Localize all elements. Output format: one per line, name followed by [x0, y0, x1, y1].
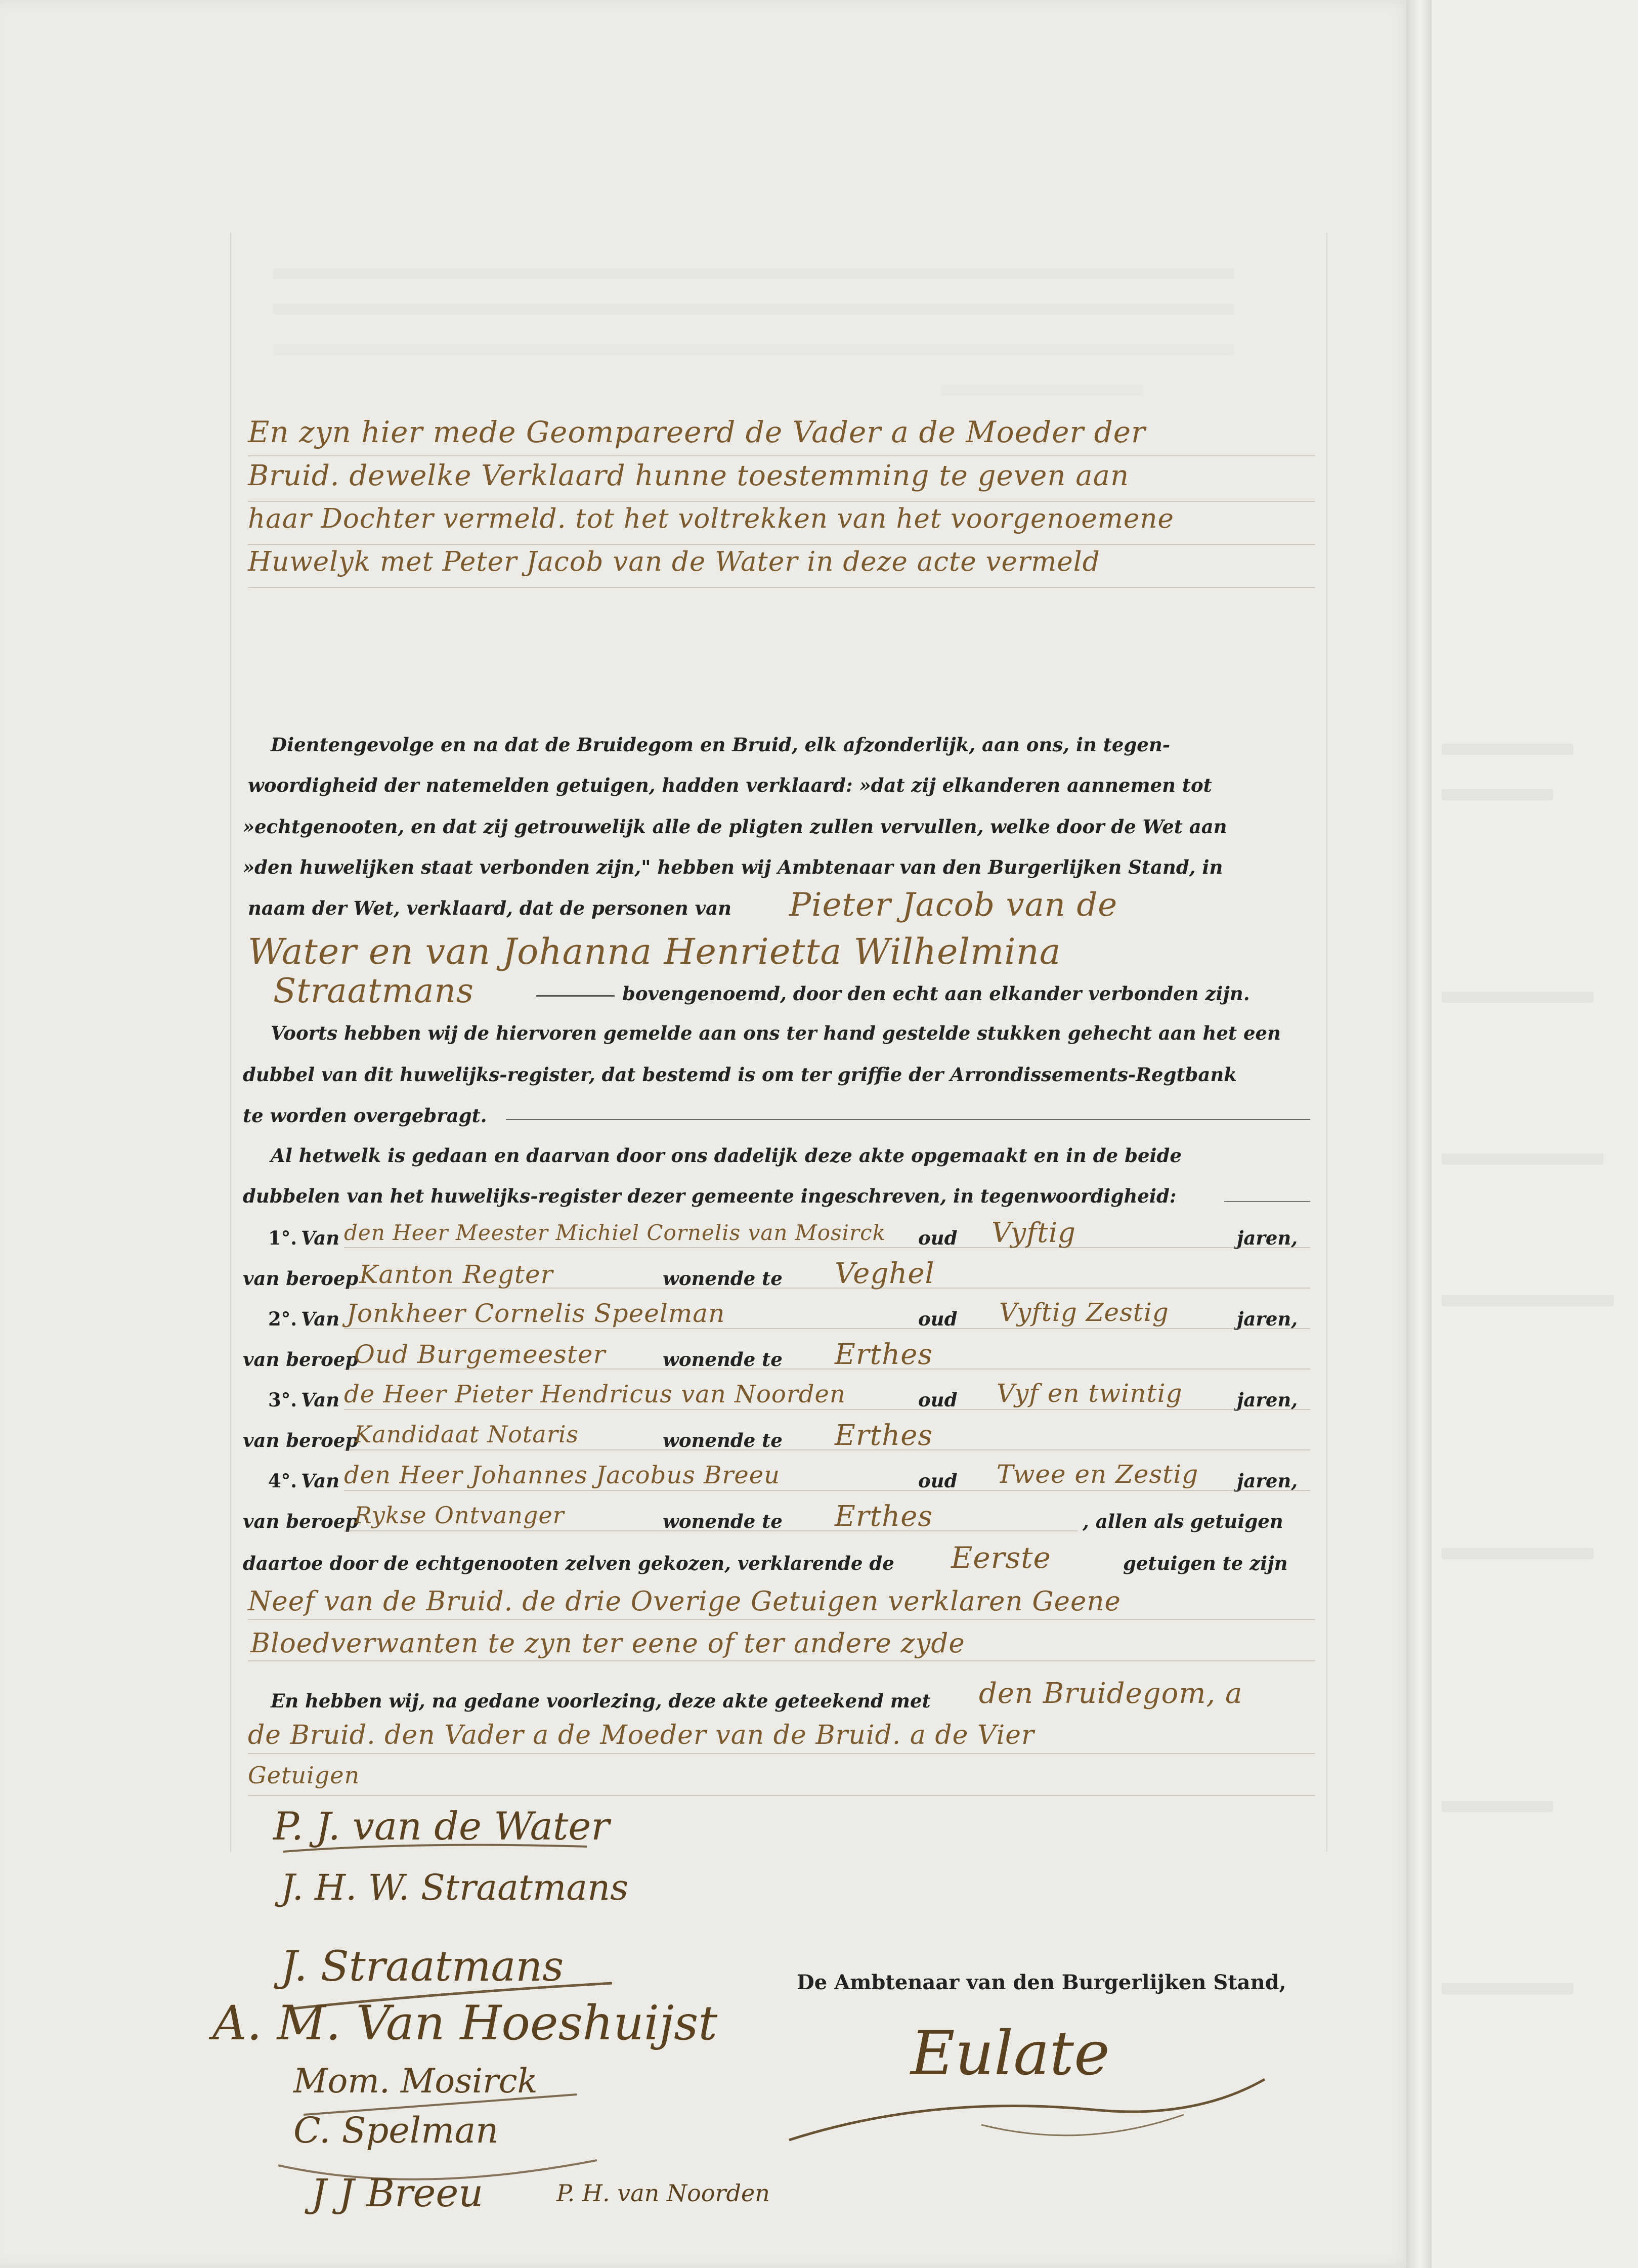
witness-jaren: jaren,	[1237, 1470, 1298, 1492]
rule-line	[248, 587, 1315, 588]
rule-line	[248, 544, 1315, 545]
witness-place-hand: Erthes	[835, 1419, 933, 1452]
body-line: dubbelen van het huwelijks-register dezer gemeente ingeschreven, in tegenwoordigheid:	[243, 1185, 1177, 1207]
bleed-through	[941, 384, 1143, 396]
signed-by-hand: de Bruid. den Vader a de Moeder van de Bruid. a de Vier	[248, 1720, 1034, 1750]
closing-allen: , allen als getuigen	[1083, 1510, 1283, 1532]
witness-wonende: wonende te	[663, 1348, 783, 1371]
bleed-through	[1442, 789, 1553, 800]
body-line: »echtgenooten, en dat zij getrouwelijk alle de pligten zullen vervullen, welke door de Wet aan	[243, 816, 1227, 838]
eerste-hand: Eerste	[951, 1540, 1051, 1575]
bleed-through	[273, 268, 1234, 279]
rule-line	[344, 1328, 1310, 1329]
signature-father: J. Straatmans	[281, 1943, 564, 1991]
signature-flourishes	[263, 1831, 658, 2226]
relation-hand-line: Neef van de Bruid. de drie Overige Getuigen verklaren Geene	[248, 1586, 1121, 1617]
intro-hand-line: haar Dochter vermeld. tot het voltrekken van het voorgenoemene	[248, 503, 1174, 534]
witness-place-hand: Erthes	[835, 1500, 933, 1533]
bleed-through	[1442, 1153, 1604, 1165]
signature-mother: Mom. Mosirck	[293, 2062, 538, 2101]
witness-wonende: wonende te	[663, 1267, 783, 1290]
witness-oud: oud	[918, 1470, 958, 1492]
body-line: »den huwelijken staat verbonden zijn," hebben wij Ambtenaar van den Burgerlijken Stand, in	[243, 856, 1223, 878]
signature-witness-1: A. M. Van Hoeshuijst	[212, 1996, 718, 2051]
couple-names-hand: Water en van Johanna Henrietta Wilhelmina	[248, 931, 1061, 972]
signed-by-hand: den Bruidegom, a	[979, 1677, 1243, 1710]
witness-oud: oud	[918, 1389, 958, 1411]
signature-witness-2: C. Spelman	[293, 2110, 499, 2151]
witness-place-hand: Erthes	[835, 1338, 933, 1371]
witness-beroep-hand: Kanton Regter	[359, 1260, 553, 1289]
body-line: bovengenoemd, door den echt aan elkander verbonden zijn.	[622, 982, 1250, 1005]
rule-line	[344, 1490, 1310, 1491]
intro-hand-line: Bruid. dewelke Verklaard hunne toestemming te geven aan	[248, 459, 1130, 492]
witness-beroep-hand: Oud Burgemeester	[354, 1340, 606, 1369]
relation-hand-line: Bloedverwanten te zyn ter eene of ter andere zyde	[250, 1628, 965, 1659]
official-flourish	[779, 2049, 1285, 2160]
witness-number: 4°.	[268, 1470, 297, 1492]
body-line: woordigheid der natemelden getuigen, hadden verklaard: »dat zij elkanderen aannemen tot	[248, 774, 1212, 796]
witness-age-hand: Vyf en twintig	[997, 1379, 1183, 1408]
body-line: dubbel van dit huwelijks-register, dat bestemd is om ter griffie der Arrondissements-Regtbank	[243, 1063, 1237, 1086]
signature-witness-3: P. H. van Noorden	[556, 2179, 770, 2207]
fill-dash	[536, 995, 615, 997]
witness-jaren: jaren,	[1237, 1389, 1298, 1411]
closing-line: getuigen te zijn	[1123, 1552, 1288, 1574]
witness-beroep-label: van beroep	[243, 1348, 359, 1371]
witness-oud: oud	[918, 1227, 958, 1249]
bleed-through	[273, 344, 1234, 355]
witness-oud: oud	[918, 1308, 958, 1330]
fill-rule	[1224, 1201, 1310, 1202]
signature-bride: J. H. W. Straatmans	[281, 1867, 629, 1908]
witness-number: 2°.	[268, 1308, 297, 1330]
signature-witness-4: J J Breeu	[311, 2170, 484, 2215]
witness-name-hand: den Heer Johannes Jacobus Breeu	[344, 1461, 781, 1489]
witness-beroep-label: van beroep	[243, 1510, 359, 1532]
body-line: Al hetwelk is gedaan en daarvan door ons dadelijk deze akte opgemaakt en in de beide	[271, 1144, 1182, 1167]
witness-van: Van	[301, 1470, 340, 1492]
witness-van: Van	[301, 1308, 340, 1330]
body-line: naam der Wet, verklaard, dat de personen van	[248, 897, 732, 919]
rule-line	[344, 1288, 1310, 1289]
witness-name-hand: den Heer Meester Michiel Cornelis van Mosirck	[344, 1220, 886, 1245]
witness-jaren: jaren,	[1237, 1308, 1298, 1330]
closing-line: En hebben wij, na gedane voorlezing, deze akte geteekend met	[271, 1690, 931, 1712]
bride-surname-hand: Straatmans	[273, 971, 474, 1010]
witness-name-hand: de Heer Pieter Hendricus van Noorden	[344, 1380, 846, 1408]
groom-name-hand: Pieter Jacob van de	[789, 886, 1118, 924]
witness-beroep-label: van beroep	[243, 1429, 359, 1451]
rule-line	[248, 1660, 1315, 1661]
rule-line	[344, 1409, 1310, 1410]
bleed-through	[273, 304, 1234, 315]
rule-line	[248, 501, 1315, 502]
fill-rule	[506, 1119, 1310, 1120]
witness-number: 3°.	[268, 1389, 297, 1411]
bleed-through	[1442, 1983, 1573, 1994]
body-line: Voorts hebben wij de hiervoren gemelde aan ons ter hand gestelde stukken gehecht aan het een	[271, 1022, 1281, 1044]
body-line: te worden overgebragt.	[243, 1104, 487, 1127]
facing-page-edge	[1432, 0, 1638, 2268]
witness-wonende: wonende te	[663, 1510, 783, 1532]
bleed-through	[1442, 1801, 1553, 1812]
signature-groom: P. J. van de Water	[273, 1804, 610, 1849]
witness-age-hand: Twee en Zestig	[997, 1460, 1199, 1489]
rule-line	[248, 1753, 1315, 1754]
rule-line	[344, 1449, 1310, 1450]
witness-age-hand: Vyftig Zestig	[999, 1298, 1169, 1327]
witness-beroep-hand: Kandidaat Notaris	[354, 1421, 579, 1448]
official-signature: Eulate	[911, 2019, 1110, 2089]
bleed-through	[1442, 1295, 1614, 1306]
witness-name-hand: Jonkheer Cornelis Speelman	[347, 1299, 725, 1328]
witness-age-hand: Vyftig	[992, 1217, 1076, 1249]
witness-van: Van	[301, 1389, 340, 1411]
witness-jaren: jaren,	[1237, 1227, 1298, 1249]
body-line: Dientengevolge en na dat de Bruidegom en Bruid, elk afzonderlijk, aan ons, in tegen-	[271, 734, 1171, 756]
intro-hand-line: En zyn hier mede Geompareerd de Vader a de Moeder der	[248, 415, 1146, 449]
witness-beroep-hand: Rykse Ontvanger	[354, 1502, 565, 1529]
rule-line	[344, 1247, 1310, 1248]
rule-line	[248, 1795, 1315, 1796]
witness-place-hand: Veghel	[835, 1257, 935, 1290]
rule-line	[344, 1368, 1310, 1370]
witness-wonende: wonende te	[663, 1429, 783, 1451]
witness-van: Van	[301, 1227, 340, 1249]
official-title: De Ambtenaar van den Burgerlijken Stand,	[797, 1971, 1286, 1994]
witness-number: 1°.	[268, 1227, 297, 1249]
rule-line	[248, 1619, 1315, 1620]
signed-by-hand: Getuigen	[248, 1762, 360, 1789]
closing-line: daartoe door de echtgenooten zelven gekozen, verklarende de	[243, 1552, 894, 1574]
witness-beroep-label: van beroep	[243, 1267, 359, 1290]
intro-hand-line: Huwelyk met Peter Jacob van de Water in deze acte vermeld	[248, 546, 1100, 577]
rule-line	[344, 1530, 1077, 1531]
rule-line	[248, 455, 1315, 456]
bleed-through	[1442, 744, 1573, 755]
bleed-through	[1442, 992, 1593, 1003]
bleed-through	[1442, 1548, 1593, 1559]
